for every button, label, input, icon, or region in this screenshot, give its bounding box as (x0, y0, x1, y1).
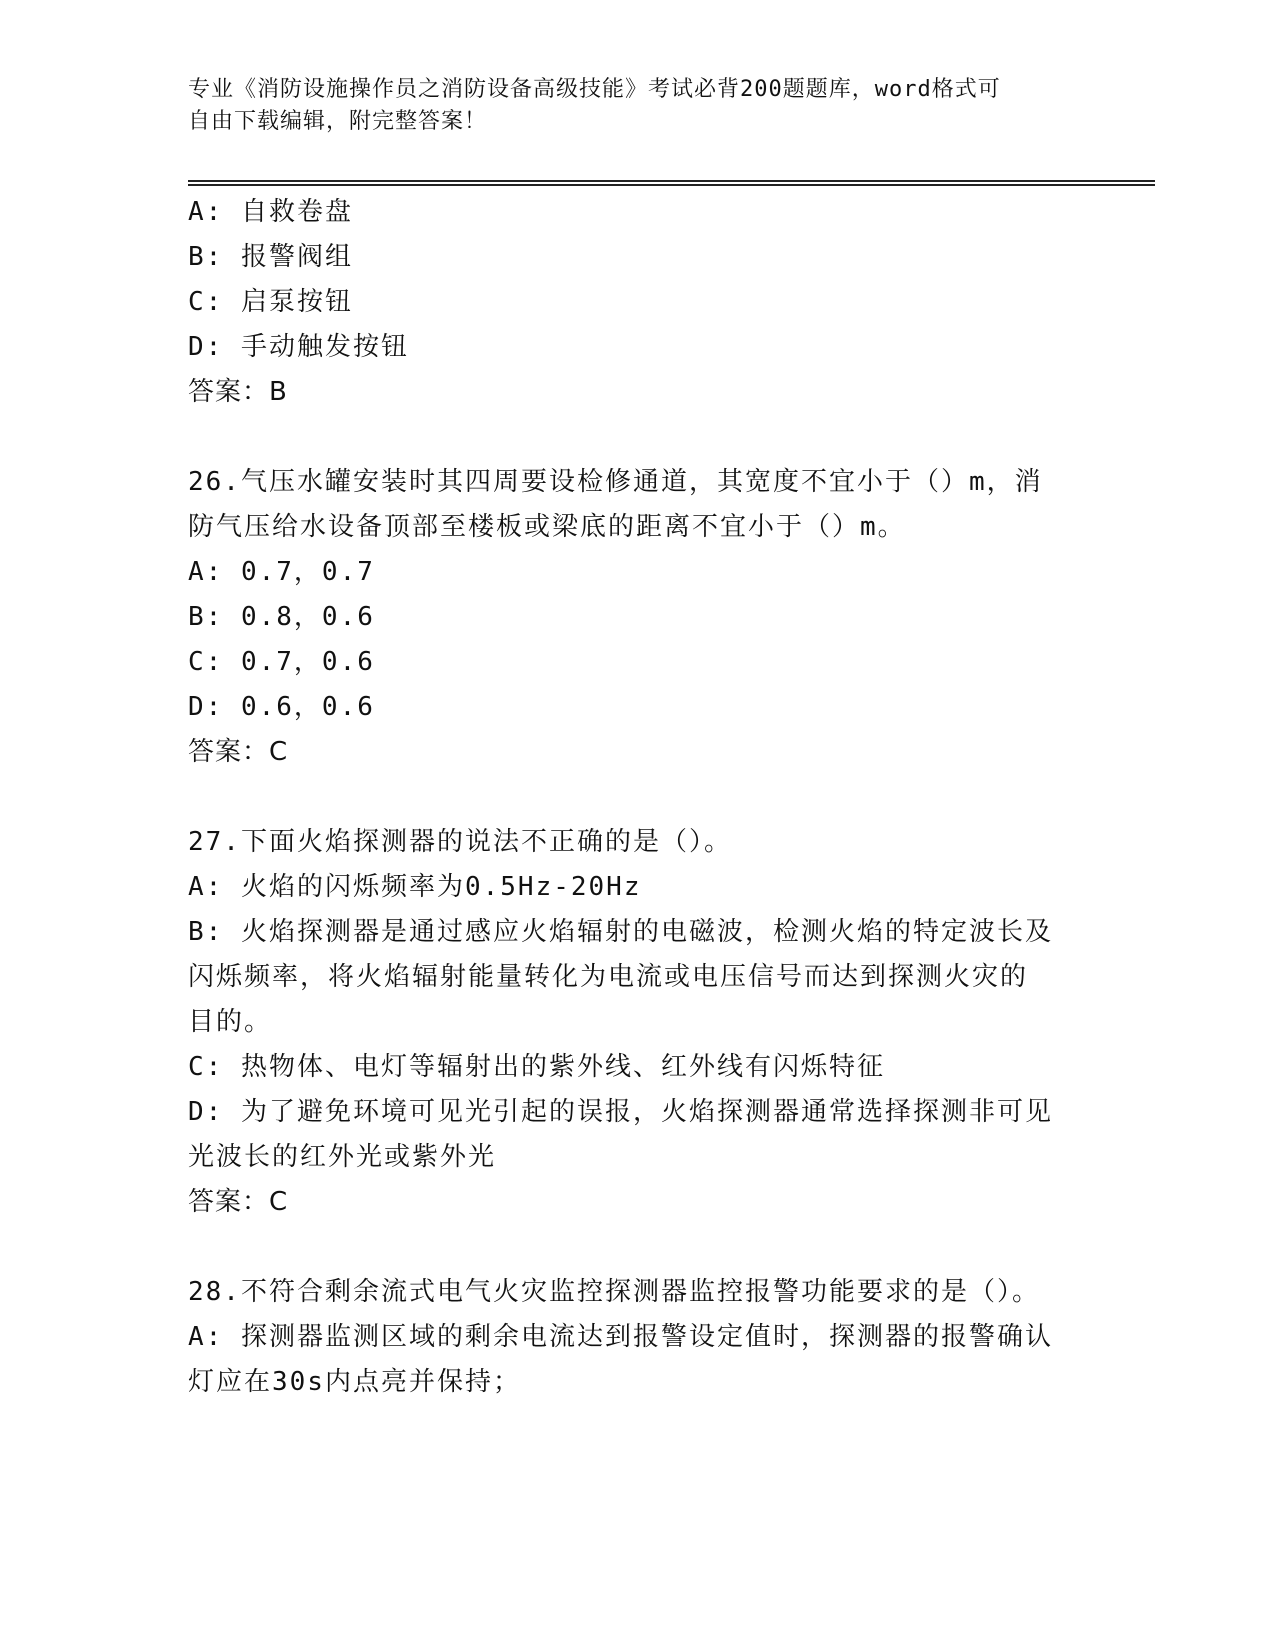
q26-option-d: D: 0.6，0.6 (188, 692, 375, 722)
q26-stem-line-2: 防气压给水设备顶部至楼板或梁底的距离不宜小于（）m。 (188, 512, 906, 542)
q27-option-b-line-1: B: 火焰探测器是通过感应火焰辐射的电磁波，检测火焰的特定波长及 (188, 917, 1053, 947)
q27-option-a: A: 火焰的闪烁频率为0.5Hz-20Hz (188, 872, 642, 902)
header-line-1: 专业《消防设施操作员之消防设备高级技能》考试必背200题题库，word格式可 (188, 77, 1001, 102)
q27-option-d-line-2: 光波长的红外光或紫外光 (188, 1142, 497, 1172)
q26-option-a: A: 0.7，0.7 (188, 557, 375, 587)
q26-option-b: B: 0.8，0.6 (188, 602, 375, 632)
q28-option-a-line-1: A: 探测器监测区域的剩余电流达到报警设定值时，探测器的报警确认 (188, 1322, 1053, 1352)
q25-option-b: B: 报警阀组 (188, 242, 353, 272)
q26-answer: 答案：C (188, 737, 289, 767)
q27-answer: 答案：C (188, 1187, 289, 1217)
q26-stem-line-1: 26.气压水罐安装时其四周要设检修通道，其宽度不宜小于（）m，消 (188, 467, 1043, 497)
q28-stem: 28.不符合剩余流式电气火灾监控探测器监控报警功能要求的是（）。 (188, 1277, 1040, 1307)
q26-option-c: C: 0.7，0.6 (188, 647, 375, 677)
q25-answer: 答案：B (188, 377, 288, 407)
q27-option-b-line-3: 目的。 (188, 1007, 273, 1037)
spacer (188, 775, 1088, 820)
document-header (188, 74, 1068, 138)
q25-option-d: D: 手动触发按钮 (188, 332, 409, 362)
q27-stem: 27.下面火焰探测器的说法不正确的是（）。 (188, 827, 732, 857)
question-content (188, 190, 1088, 1405)
q28-option-a-line-2: 灯应在30s内点亮并保持； (188, 1367, 521, 1397)
header-divider-bottom (188, 184, 1155, 186)
q25-option-c: C: 启泵按钮 (188, 287, 353, 317)
header-line-2: 自由下载编辑，附完整答案！ (188, 109, 488, 134)
q27-option-d-line-1: D: 为了避免环境可见光引起的误报，火焰探测器通常选择探测非可见 (188, 1097, 1053, 1127)
spacer (188, 1225, 1088, 1270)
q25-option-a: A: 自救卷盘 (188, 197, 353, 227)
q27-option-b-line-2: 闪烁频率，将火焰辐射能量转化为电流或电压信号而达到探测火灾的 (188, 962, 1029, 992)
q27-option-c: C: 热物体、电灯等辐射出的紫外线、红外线有闪烁特征 (188, 1052, 885, 1082)
header-divider-top (188, 180, 1155, 182)
spacer (188, 415, 1088, 460)
